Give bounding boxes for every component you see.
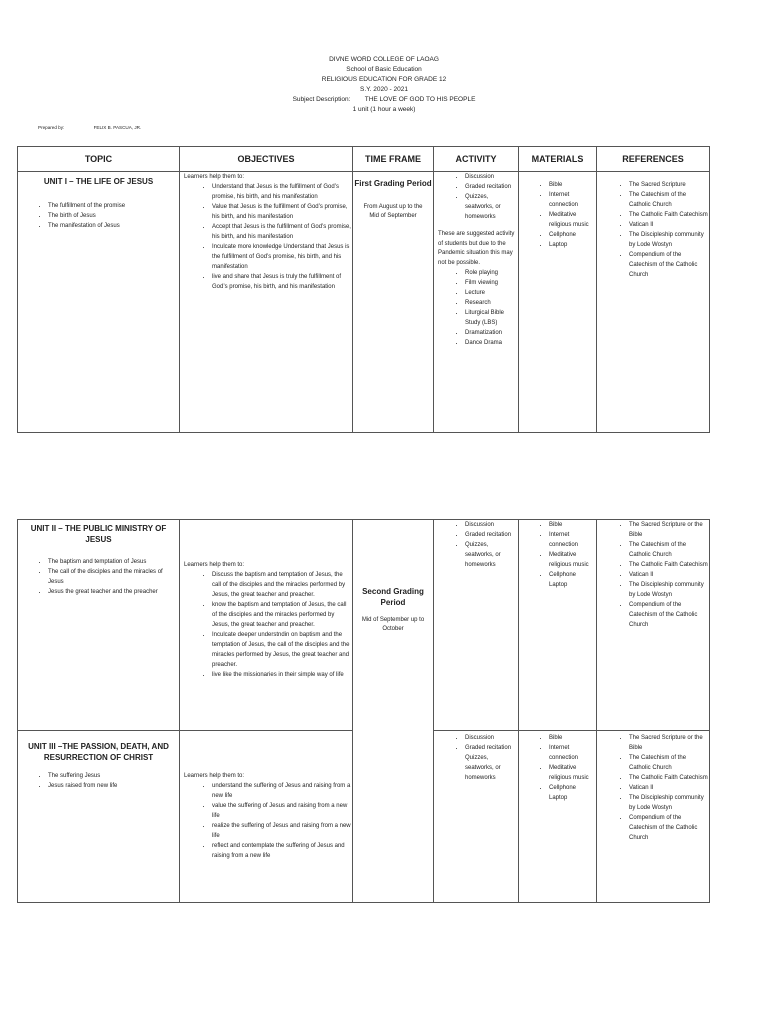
activity-item: • Liturgical Bible Study (LBS)	[465, 308, 518, 328]
reference-item: • The Discipleship community by Lode Wostyn	[629, 230, 709, 250]
unit2-row	[18, 520, 710, 731]
activity-item: • Research	[465, 298, 518, 308]
unit1-topic-list	[18, 201, 179, 231]
reference-item: • The Catechism of the Catholic Church	[629, 190, 709, 210]
curriculum-table-1	[17, 146, 710, 433]
unit3-references-cell	[597, 731, 710, 903]
reference-item: • The Catechism of the Catholic Church	[629, 540, 709, 560]
activity-item: • Role playing	[465, 268, 518, 278]
reference-item: • Vatican II	[629, 220, 709, 230]
reference-item: • Vatican II	[629, 570, 709, 580]
header-row	[18, 147, 710, 172]
curriculum-table-2	[17, 519, 710, 903]
activity-item: • Quizzes, seatworks, or homeworks	[465, 540, 518, 570]
material-item: • Meditative religious music	[549, 550, 596, 570]
activity-item: • Dance Drama	[465, 338, 518, 348]
unit3-references-list	[597, 733, 709, 843]
topic-item: • The birth of Jesus	[48, 211, 179, 221]
objective-item: • know the baptism and temptation of Jesus, the call of the disciples and the miracles performed by Jesus, the great teacher and preacher.	[212, 600, 352, 630]
material-item: • Internet connection	[549, 743, 596, 763]
topic-item: • The fulfillment of the promise	[48, 201, 179, 211]
unit1-objectives-cell	[180, 172, 353, 433]
subject-label: Subject Description:	[292, 96, 351, 103]
unit1-time-cell	[353, 172, 434, 433]
time-title: Second Grading Period	[362, 587, 424, 607]
activity-item: • Discussion	[465, 733, 518, 743]
unit3-materials-list	[519, 733, 596, 803]
document-header	[0, 55, 768, 115]
material-item: • Meditative religious music	[549, 763, 596, 783]
objective-item: • live like the missionaries in their simple way of life	[212, 670, 352, 680]
col-activity: ACTIVITY	[434, 147, 519, 172]
material-item: • Bible	[549, 520, 596, 530]
subject-value: THE LOVE OF GOD TO HIS PEOPLE	[364, 96, 476, 103]
unit1-activity-list-2	[434, 268, 518, 348]
objective-item: • realize the suffering of Jesus and raising from a new life	[212, 821, 352, 841]
unit2-references-cell	[597, 520, 710, 731]
reference-item: • The Discipleship community by Lode Wostyn	[629, 793, 709, 813]
activity-item: • Quizzes, seatworks, or homeworks	[465, 192, 518, 222]
reference-item: • Compendium of the Catechism of the Catholic Church	[629, 813, 709, 843]
unit3-objectives-cell	[180, 731, 353, 903]
col-materials: MATERIALS	[519, 147, 597, 172]
material-item: • Laptop	[549, 240, 596, 250]
reference-item: • The Sacred Scripture or the Bible	[629, 733, 709, 753]
objective-item: • value the suffering of Jesus and raising from a new life	[212, 801, 352, 821]
reference-item: • The Discipleship community by Lode Wostyn	[629, 580, 709, 600]
unit1-activity-cell	[434, 172, 519, 433]
unit3-objectives-list	[180, 781, 352, 861]
objective-item: • reflect and contemplate the suffering of Jesus and raising from a new life	[212, 841, 352, 861]
activity-item: • Discussion	[465, 520, 518, 530]
subject-description	[0, 95, 768, 105]
unit2-objectives-list	[180, 570, 352, 680]
topic-item: • The call of the disciples and the miracles of Jesus	[48, 567, 179, 587]
activity-item: • Graded recitation Quizzes, seatworks, or homeworks	[465, 743, 518, 783]
unit2-materials-cell	[519, 520, 597, 731]
col-objectives: OBJECTIVES	[180, 147, 353, 172]
material-item: • Cellphone Laptop	[549, 570, 596, 590]
unit3-title: UNIT III –THE PASSION, DEATH, AND RESURRECTION OF CHRIST	[28, 742, 169, 763]
objective-item: • Value that Jesus is the fulfillment of God’s promise, his birth, and his manifestation	[212, 202, 352, 222]
material-item: • Bible	[549, 733, 596, 743]
topic-item: • Jesus raised from new life	[48, 781, 179, 791]
unit3-topic-cell	[18, 731, 180, 903]
reference-item: • The Sacred Scripture or the Bible	[629, 520, 709, 540]
unit1-references-list	[597, 180, 709, 280]
school-year: S.Y. 2020 - 2021	[360, 86, 408, 93]
activity-item: • Film viewing	[465, 278, 518, 288]
reference-item: • The Catholic Faith Catechism	[629, 560, 709, 570]
objectives-lead: Learners help them to:	[184, 562, 245, 568]
time-range: Mid of September up to October	[361, 617, 425, 632]
col-time-frame: TIME FRAME	[353, 147, 434, 172]
unit3-activity-cell	[434, 731, 519, 903]
unit1-title: UNIT I – THE LIFE OF JESUS	[43, 177, 154, 186]
objective-item: • Inculcate deeper understndin on baptism and the temptation of Jesus, the call of the disciples and the miracles performed by Jesus, the great teacher and preacher.	[212, 630, 352, 670]
objectives-lead: Learners help them to:	[184, 174, 245, 180]
unit3-topic-list	[18, 771, 179, 791]
topic-item: • The baptism and temptation of Jesus	[48, 557, 179, 567]
objective-item: • live and share that Jesus is truly the fulfillment of God’s promise, his birth, and his manifestation	[212, 272, 352, 292]
activity-item: • Discussion	[465, 172, 518, 182]
time-title: First Grading Period	[354, 179, 432, 188]
prepared-by	[38, 125, 141, 130]
unit-count: 1 unit (1 hour a week)	[352, 106, 416, 113]
prepared-name: FELIX B. PASCUA, JR.	[93, 125, 142, 130]
objective-item: • Accept that Jesus is the fulfillment of God’s promise, his birth, and his manifestation	[212, 222, 352, 242]
material-item: • Cellphone Laptop	[549, 783, 596, 803]
department: School of Basic Education	[346, 66, 422, 73]
prepared-label: Prepared by:	[38, 125, 65, 130]
objective-item: • Discuss the baptism and temptation of Jesus, the call of the disciples and the miracles performed by Jesus, the great teacher and preacher.	[212, 570, 352, 600]
unit2-activity-cell	[434, 520, 519, 731]
time-range: From August up to the Mid of September	[363, 204, 423, 219]
col-references: REFERENCES	[597, 147, 710, 172]
unit1-objectives-list	[180, 182, 352, 292]
reference-item: • Vatican II	[629, 783, 709, 793]
unit2-activity-list	[434, 520, 518, 570]
reference-item: • The Catholic Faith Catechism	[629, 210, 709, 220]
unit1-materials-cell	[519, 172, 597, 433]
activity-note: These are suggested activity of students but due to the Pandemic situation this may not be possible.	[438, 231, 515, 266]
material-item: • Bible	[549, 180, 596, 190]
material-item: • Cellphone	[549, 230, 596, 240]
course-title: RELIGIOUS EDUCATION FOR GRADE 12	[321, 76, 447, 83]
col-topic: TOPIC	[18, 147, 180, 172]
school-name: DIVNE WORD COLLEGE OF LAOAG	[329, 56, 439, 63]
activity-item: • Graded recitation	[465, 182, 518, 192]
objective-item: • Inculcate more knowledge Understand that Jesus is the fulfillment of God’s promise, his birth, and his manifestation	[212, 242, 352, 272]
material-item: • Internet connection	[549, 530, 596, 550]
unit3-activity-list	[434, 733, 518, 783]
unit2-title: UNIT II – THE PUBLIC MINISTRY OF JESUS	[30, 524, 167, 544]
unit2-time-cell	[353, 520, 434, 903]
reference-item: • The Sacred Scripture	[629, 180, 709, 190]
unit2-topic-cell	[18, 520, 180, 731]
topic-item: • The suffering Jesus	[48, 771, 179, 781]
objective-item: • Understand that Jesus is the fulfillment of God’s promise, his birth, and his manifestation	[212, 182, 352, 202]
material-item: • Meditative religious music	[549, 210, 596, 230]
unit1-row	[18, 172, 710, 433]
activity-item: • Dramatization	[465, 328, 518, 338]
unit1-materials-list	[519, 180, 596, 250]
unit2-objectives-cell	[180, 520, 353, 731]
objective-item: • understand the suffering of Jesus and raising from a new life	[212, 781, 352, 801]
reference-item: • Compendium of the Catechism of the Catholic Church	[629, 250, 709, 280]
unit1-references-cell	[597, 172, 710, 433]
unit1-activity-list	[434, 172, 518, 222]
reference-item: • Compendium of the Catechism of the Catholic Church	[629, 600, 709, 630]
topic-item: • Jesus the great teacher and the preacher	[48, 587, 179, 597]
objectives-lead: Learners help them to:	[184, 773, 245, 780]
activity-item: • Lecture	[465, 288, 518, 298]
unit3-materials-cell	[519, 731, 597, 903]
unit2-references-list	[597, 520, 709, 630]
unit2-materials-list	[519, 520, 596, 590]
topic-item: • The manifestation of Jesus	[48, 221, 179, 231]
reference-item: • The Catholic Faith Catechism	[629, 773, 709, 783]
unit1-topic-cell	[18, 172, 180, 433]
material-item: • Internet connection	[549, 190, 596, 210]
unit2-topic-list	[18, 557, 179, 597]
reference-item: • The Catechism of the Catholic Church	[629, 753, 709, 773]
activity-item: • Graded recitation	[465, 530, 518, 540]
